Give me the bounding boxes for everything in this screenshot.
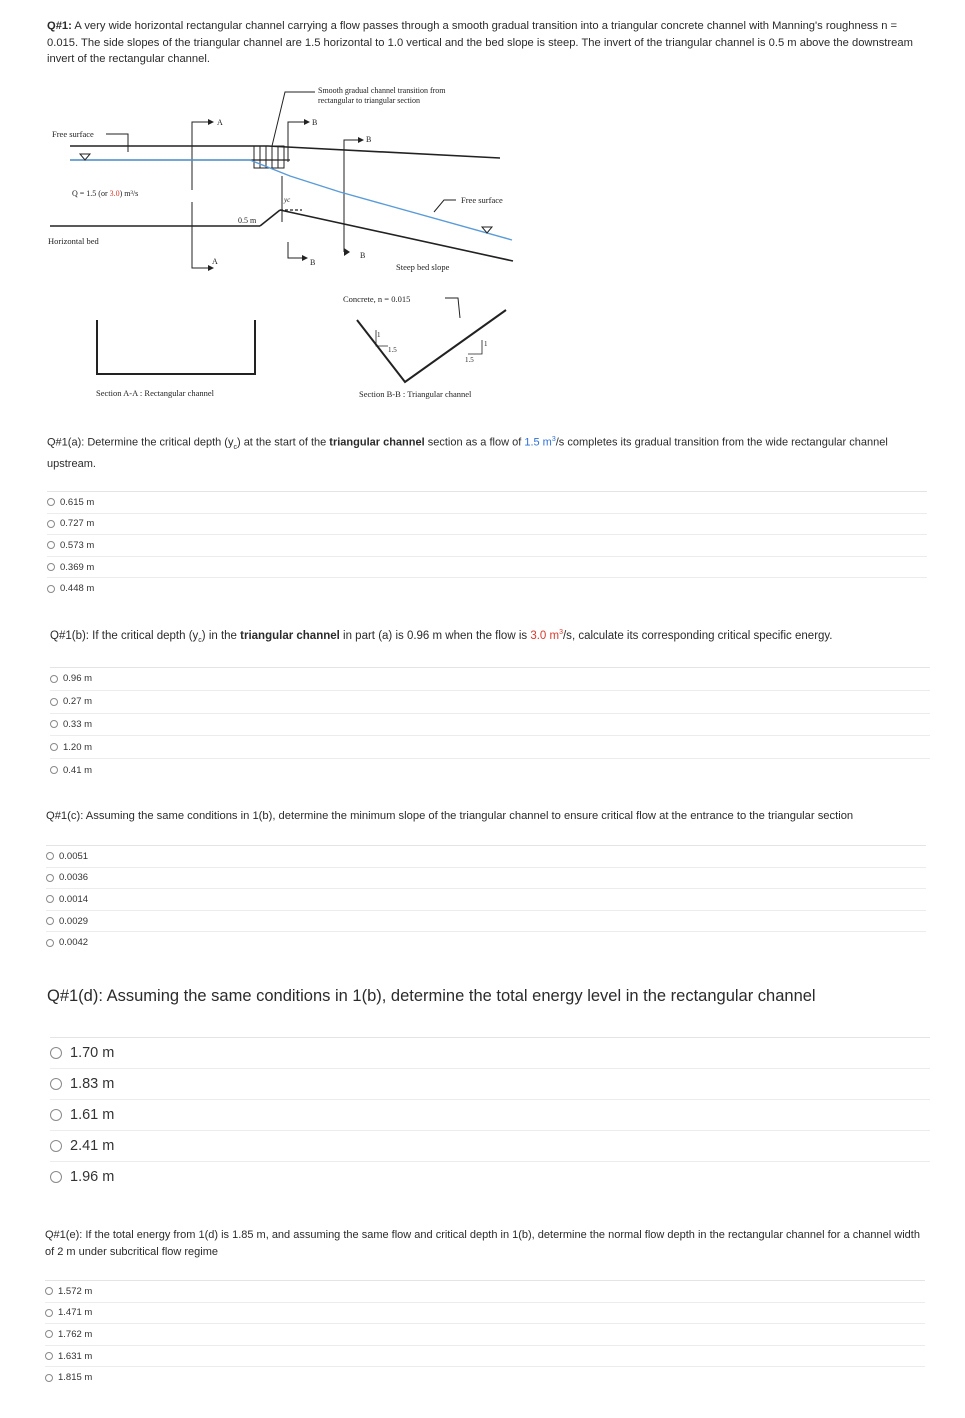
radio-icon[interactable] (50, 698, 58, 706)
steep-bed (280, 210, 513, 261)
rectangular-section (97, 320, 255, 374)
radio-icon[interactable] (50, 720, 58, 728)
option-label: 0.33 m (63, 718, 93, 730)
q1e-option[interactable] (45, 1366, 925, 1388)
steep-bed-label: Steep bed slope (396, 262, 450, 272)
invert-step (260, 210, 280, 226)
q1d-option[interactable] (50, 1161, 930, 1192)
q1e-option[interactable] (45, 1323, 925, 1345)
q1e-option[interactable] (45, 1345, 925, 1367)
triangular-channel-top (268, 146, 500, 158)
q1d-option[interactable] (50, 1099, 930, 1130)
slope-v-left: 1 (377, 331, 381, 339)
concrete-pointer (445, 298, 460, 318)
radio-icon[interactable] (50, 766, 58, 774)
option-label: 2.41 m (70, 1138, 115, 1154)
problem-text: A very wide horizontal rectangular channel carrying a flow passes through a smooth gradual transition into a triangular concrete channel with Manning's roughness n = 0.015. The side slopes of the triangular channel are 1.5 horizontal to 1.0 vertical and the bed slope is steep. The invert of the triangular channel is 0.5 m above the downstream invert of the rectangular channel. (47, 20, 913, 65)
q1d-option[interactable] (50, 1068, 930, 1099)
q1d-option[interactable] (50, 1130, 930, 1161)
section-b2-bottom-letter: B (360, 251, 366, 260)
option-label: 0.0014 (59, 893, 89, 905)
radio-icon[interactable] (46, 874, 54, 882)
question-1b (50, 629, 930, 644)
q1b-mid1: ) in the (201, 629, 241, 642)
q1b-option[interactable] (50, 735, 930, 758)
section-a-bottom-letter: A (212, 257, 218, 266)
q1b-flow-unit: /s (562, 629, 572, 642)
radio-icon[interactable] (50, 675, 58, 683)
slope-h-left: 1.5 (388, 346, 397, 354)
q1b-option[interactable] (50, 667, 930, 690)
radio-icon[interactable] (47, 563, 55, 571)
transition-structure (254, 146, 284, 168)
q1d-option[interactable] (50, 1037, 930, 1068)
q1a-option[interactable] (47, 577, 927, 599)
radio-icon[interactable] (47, 541, 55, 549)
option-label: 0.448 m (60, 583, 95, 595)
flow-arrow-left (80, 154, 90, 160)
question-1a (47, 432, 927, 473)
option-label: 1.61 m (70, 1107, 115, 1123)
transition-label-2: rectangular to triangular section (318, 96, 420, 105)
q1a-option[interactable] (47, 556, 927, 578)
concrete-label: Concrete, n = 0.015 (343, 294, 411, 304)
radio-icon[interactable] (45, 1374, 53, 1382)
q1a-options (47, 491, 927, 599)
radio-icon[interactable] (46, 939, 54, 947)
section-b2-top-letter: B (366, 135, 372, 144)
option-label: 0.615 m (60, 496, 95, 508)
q1a-suffix: completes its gradual transition from the wide rectangular channel upstream. (47, 436, 888, 471)
q1a-bold: triangular channel (329, 436, 425, 449)
problem-statement (47, 18, 927, 68)
q1b-bold: triangular channel (240, 629, 340, 642)
flow-label-prefix: Q = 1.5 (or (72, 189, 110, 198)
slope-triangle-right (468, 340, 482, 354)
q1b-option[interactable] (50, 690, 930, 713)
q1b-flow: 3.0 m (530, 629, 560, 642)
option-label: 0.0036 (59, 872, 89, 884)
radio-icon[interactable] (50, 1078, 62, 1090)
option-label: 1.631 m (58, 1350, 93, 1362)
radio-icon[interactable] (50, 1140, 62, 1152)
q1c-option[interactable] (46, 845, 926, 867)
radio-icon[interactable] (45, 1309, 53, 1317)
q1e-option[interactable] (45, 1302, 925, 1324)
channel-diagram (40, 82, 520, 407)
option-label: 0.573 m (60, 539, 95, 551)
radio-icon[interactable] (47, 585, 55, 593)
q1b-option[interactable] (50, 758, 930, 781)
transition-label-1: Smooth gradual channel transition from (318, 86, 446, 95)
slope-h-right: 1.5 (465, 356, 474, 364)
option-label: 1.762 m (58, 1328, 93, 1340)
q1b-flow-sup: 3 (559, 629, 563, 636)
flow-label-suffix: ) m³/s (119, 189, 139, 198)
question-1d: Q#1(d): Assuming the same conditions in 1(b), determine the total energy level in the rectangular channel (47, 987, 816, 1005)
slope-v-right: 1 (484, 340, 488, 348)
radio-icon[interactable] (46, 917, 54, 925)
question-1e: Q#1(e): If the total energy from 1(d) is 1.85 m, and assuming the same flow and critical depth in 1(b), determine the normal flow depth in the rectangular channel for a channel width of 2 m under subcritical flow regime (45, 1229, 920, 1258)
radio-icon[interactable] (47, 498, 55, 506)
section-aa-caption: Section A-A : Rectangular channel (96, 388, 215, 398)
radio-icon[interactable] (45, 1287, 53, 1295)
q1c-option[interactable] (46, 888, 926, 910)
drop-label: 0.5 m (238, 216, 257, 225)
option-label: 0.27 m (63, 696, 93, 708)
q1d-options (50, 1037, 930, 1192)
horizontal-bed-label: Horizontal bed (48, 236, 99, 246)
section-bb-caption: Section B-B : Triangular channel (359, 389, 472, 399)
option-label: 0.369 m (60, 561, 95, 573)
option-label: 0.96 m (63, 673, 93, 685)
q1e-option[interactable] (45, 1280, 925, 1302)
option-label: 1.70 m (70, 1045, 115, 1061)
q1a-option[interactable] (47, 491, 927, 513)
radio-icon[interactable] (50, 1047, 62, 1059)
flow-label-highlight: 3.0 (109, 189, 120, 198)
option-label: 0.41 m (63, 764, 93, 776)
section-b1-bottom-letter: B (310, 258, 316, 267)
radio-icon[interactable] (45, 1352, 53, 1360)
problem-label: Q#1: (47, 20, 72, 32)
section-a-top-letter: A (217, 118, 223, 127)
section-a-bottom-marker (192, 202, 208, 268)
radio-icon[interactable] (47, 520, 55, 528)
option-label: 1.20 m (63, 741, 93, 753)
option-label: 1.572 m (58, 1285, 93, 1297)
yc-label: yc (284, 196, 291, 204)
free-surface-left-label: Free surface (52, 129, 94, 139)
q1c-option[interactable] (46, 931, 926, 953)
option-label: 1.96 m (70, 1169, 115, 1185)
flow-label (72, 189, 138, 198)
free-surface-right-pointer (434, 200, 456, 212)
q1b-suffix: , calculate its corresponding critical specific energy. (571, 629, 833, 642)
option-label: 0.727 m (60, 518, 95, 530)
q1c-option[interactable] (46, 910, 926, 932)
section-b1-top-marker (288, 122, 304, 162)
q1b-options (50, 667, 930, 781)
q1a-flow-sup: 3 (551, 436, 556, 443)
q1c-options (46, 845, 926, 953)
q1a-prefix: Q#1(a): Determine the critical depth (y (47, 436, 234, 449)
q1a-option[interactable] (47, 513, 927, 535)
radio-icon[interactable] (46, 895, 54, 903)
transition-pointer (272, 92, 318, 146)
q1e-options (45, 1280, 925, 1388)
section-b1-bottom-marker (288, 242, 302, 258)
q1a-flow-unit: /s (555, 436, 565, 449)
q1a-mid1: ) at the start of the (236, 436, 330, 449)
option-label: 0.0029 (59, 915, 89, 927)
option-label: 1.471 m (58, 1307, 93, 1319)
q1a-flow: 1.5 m (524, 436, 552, 449)
q1b-sub: c (198, 637, 202, 645)
radio-icon[interactable] (46, 852, 54, 860)
section-a-top-marker (192, 122, 208, 190)
q1a-sub: c (233, 443, 237, 451)
radio-icon[interactable] (45, 1330, 53, 1338)
question-1c: Q#1(c): Assuming the same conditions in 1(b), determine the minimum slope of the triangular channel to ensure critical flow at the entrance to the triangular section (46, 810, 854, 822)
option-label: 0.0051 (59, 850, 89, 862)
option-label: 0.0042 (59, 937, 89, 949)
q1a-option[interactable] (47, 534, 927, 556)
q1b-option[interactable] (50, 713, 930, 736)
section-b1-top-letter: B (312, 118, 318, 127)
q1a-mid2: section as a flow of (424, 436, 525, 449)
option-label: 1.815 m (58, 1372, 93, 1384)
option-label: 1.83 m (70, 1076, 115, 1092)
q1b-prefix: Q#1(b): If the critical depth (y (50, 629, 199, 642)
radio-icon[interactable] (50, 743, 58, 751)
radio-icon[interactable] (50, 1109, 62, 1121)
free-surface-pointer (106, 134, 128, 152)
radio-icon[interactable] (50, 1171, 62, 1183)
q1b-mid2: in part (a) is 0.96 m when the flow is (339, 629, 531, 642)
free-surface-right-label: Free surface (461, 195, 503, 205)
q1c-option[interactable] (46, 867, 926, 889)
